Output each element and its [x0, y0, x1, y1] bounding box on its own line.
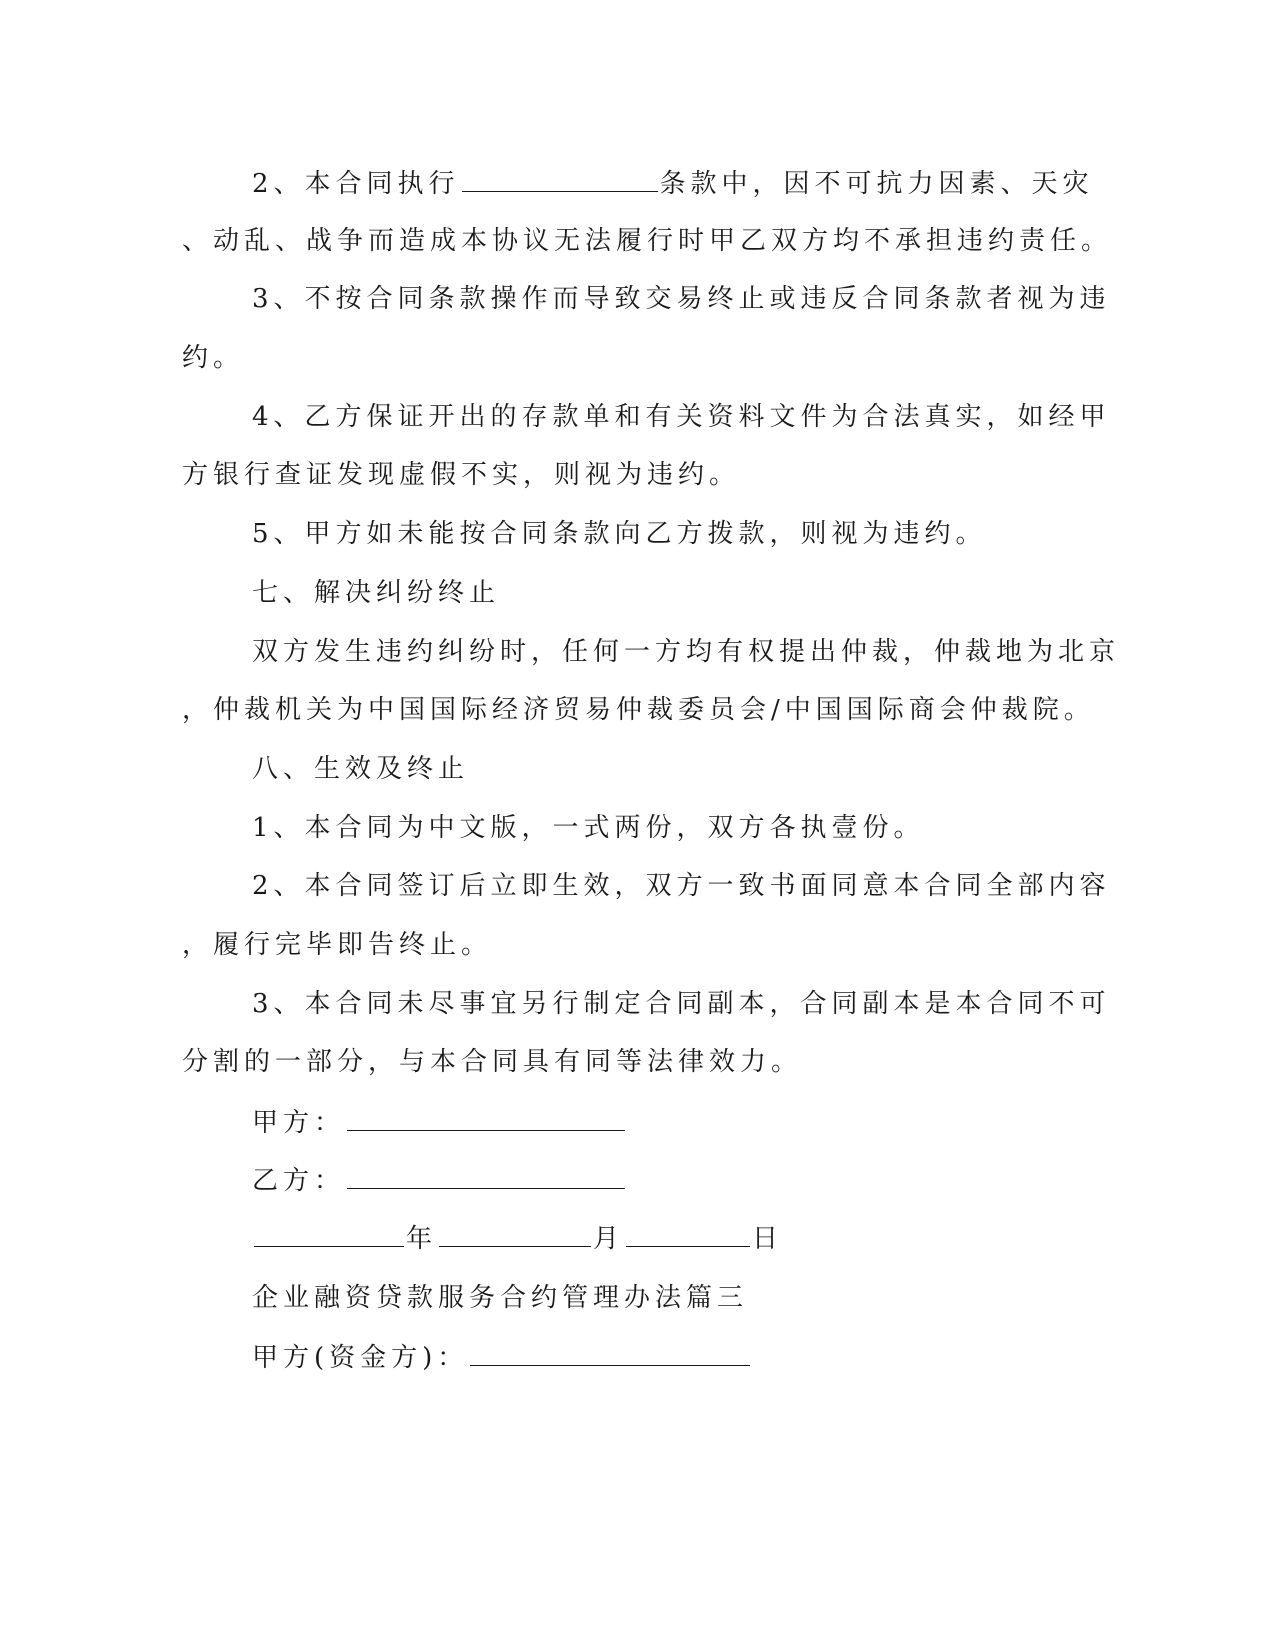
- clause-blank-field[interactable]: [462, 165, 658, 192]
- date-line: [252, 1220, 783, 1257]
- section-7-title: 七、解决纠纷终止: [252, 578, 501, 608]
- clause-6-5: 5、甲方如未能按合同条款向乙方拨款，则视为违约。: [252, 519, 987, 549]
- clause-6-3-line-1: 3、不按合同条款操作而导致交易终止或违反合同条款者视为违: [252, 284, 1111, 314]
- section-7-body-line-2: ，仲裁机关为中国国际经济贸易仲裁委员会/中国国际商会仲裁院。: [182, 695, 1095, 725]
- next-party-a-blank-field[interactable]: [470, 1339, 750, 1366]
- year-blank-field[interactable]: [254, 1220, 404, 1247]
- clause-text: 2、本合同执行: [252, 169, 460, 199]
- month-blank-field[interactable]: [439, 1220, 591, 1247]
- clause-6-4-line-1: 4、乙方保证开出的存款单和有关资料文件为合法真实，如经甲: [252, 402, 1111, 432]
- clause-text: 条款中，因不可抗力因素、天灾: [659, 169, 1094, 199]
- day-label: 日: [752, 1224, 784, 1254]
- clause-6-2-line-1: [252, 165, 1094, 202]
- clause-8-2-line-1: 2、本合同签订后立即生效，双方一致书面同意本合同全部内容: [252, 871, 1111, 901]
- month-label: 月: [593, 1224, 625, 1254]
- clause-8-2-line-2: ，履行完毕即告终止。: [182, 930, 493, 960]
- clause-8-3-line-2: 分割的一部分，与本合同具有同等法律效力。: [182, 1047, 803, 1077]
- clause-8-1: 1、本合同为中文版，一式两份，双方各执壹份。: [252, 813, 925, 843]
- party-b-signature-line: [252, 1162, 627, 1199]
- next-party-a-label: 甲方(资金方)：: [252, 1343, 469, 1373]
- clause-6-2-line-2: 、动乱、战争而造成本协议无法履行时甲乙双方均不承担违约责任。: [182, 226, 1113, 256]
- party-b-blank-field[interactable]: [347, 1162, 625, 1189]
- clause-6-4-line-2: 方银行查证发现虚假不实，则视为违约。: [182, 460, 741, 490]
- next-party-a-line: [252, 1339, 752, 1376]
- section-7-body-line-1: 双方发生违约纠纷时，任何一方均有权提出仲裁，仲裁地为北京: [252, 637, 1121, 667]
- day-blank-field[interactable]: [626, 1220, 750, 1247]
- party-a-signature-line: [252, 1104, 627, 1141]
- next-section-title: 企业融资贷款服务合约管理办法篇三: [252, 1283, 749, 1313]
- clause-8-3-line-1: 3、本合同未尽事宜另行制定合同副本，合同副本是本合同不可: [252, 989, 1111, 1019]
- party-b-label: 乙方：: [252, 1166, 346, 1196]
- party-a-label: 甲方：: [252, 1108, 346, 1138]
- clause-6-3-line-2: 约。: [182, 343, 245, 373]
- year-label: 年: [406, 1224, 438, 1254]
- section-8-title: 八、生效及终止: [252, 754, 470, 784]
- party-a-blank-field[interactable]: [347, 1104, 625, 1131]
